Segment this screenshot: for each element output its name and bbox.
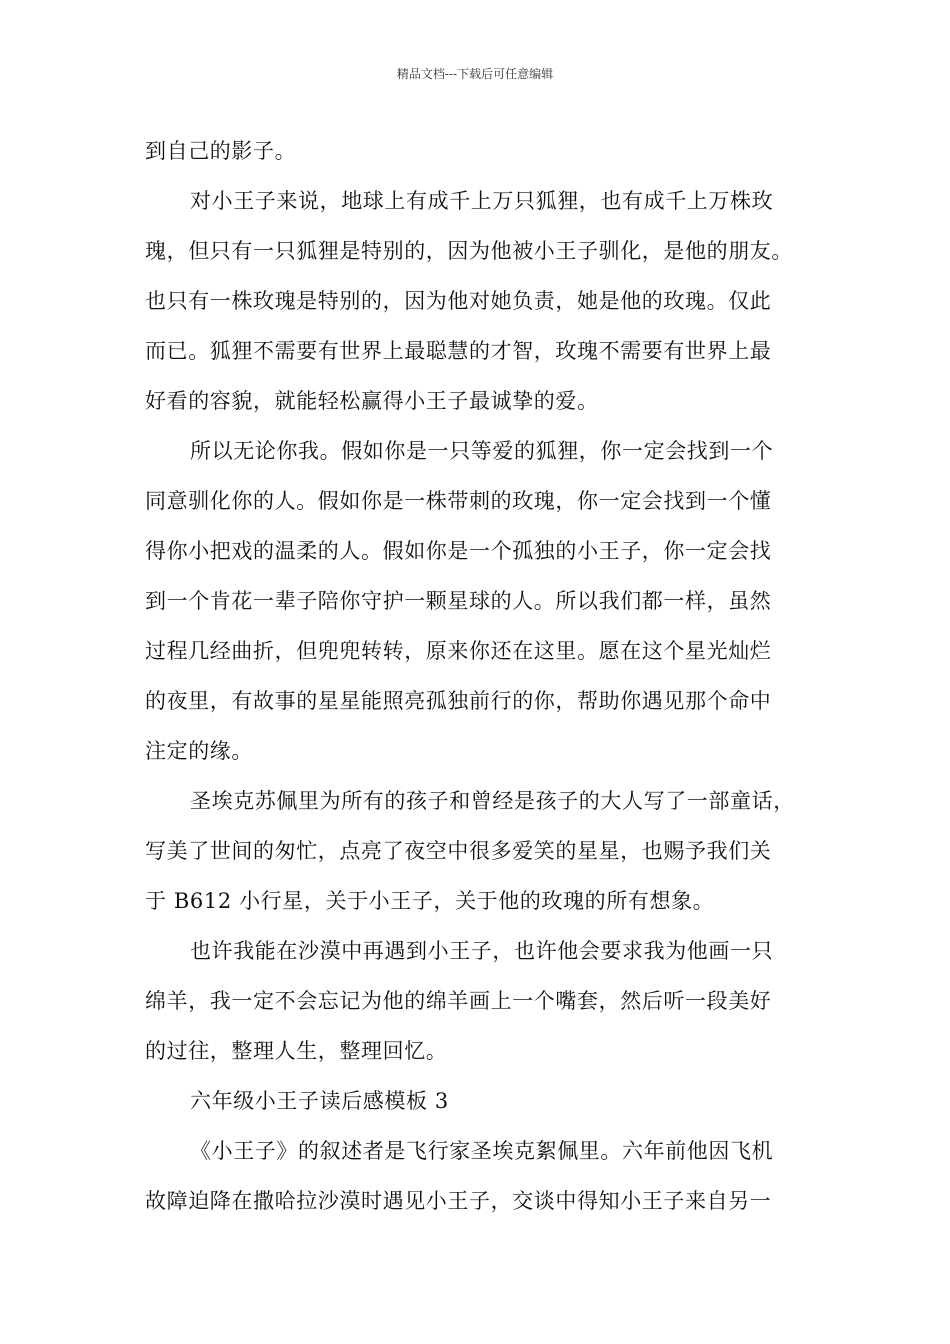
- text-line: 好看的容貌，就能轻松赢得小王子最诚挚的爱。: [145, 389, 599, 413]
- text-line: 的过往，整理人生，整理回忆。: [145, 1039, 448, 1063]
- text-line: 所以无论你我。假如你是一只等爱的狐狸，你一定会找到一个: [190, 439, 774, 463]
- text-line: 写美了世间的匆忙，点亮了夜空中很多爱笑的星星，也赐予我们关: [145, 839, 772, 863]
- text-line: 也只有一株玫瑰是特别的，因为他对她负责，她是他的玫瑰。仅此: [145, 289, 772, 313]
- text-line: 圣埃克苏佩里为所有的孩子和曾经是孩子的大人写了一部童话，: [190, 789, 795, 813]
- text-line: 过程几经曲折，但兜兜转转，原来你还在这里。愿在这个星光灿烂: [145, 639, 772, 663]
- text-line: 绵羊，我一定不会忘记为他的绵羊画上一个嘴套，然后听一段美好: [145, 989, 772, 1013]
- text-line: 到一个肯花一辈子陪你守护一颗星球的人。所以我们都一样，虽然: [145, 589, 772, 613]
- page-header: 精品文档---下载后可任意编辑: [396, 67, 554, 81]
- text-line: 于 B612 小行星，关于小王子，关于他的玫瑰的所有想象。: [145, 889, 715, 913]
- text-line: 故障迫降在撒哈拉沙漠时遇见小王子，交谈中得知小王子来自另一: [145, 1189, 772, 1213]
- text-line: 而已。狐狸不需要有世界上最聪慧的才智，玫瑰不需要有世界上最: [145, 339, 772, 363]
- section-heading: 六年级小王子读后感模板 3: [190, 1089, 449, 1113]
- text-line: 同意驯化你的人。假如你是一株带刺的玫瑰，你一定会找到一个懂: [145, 489, 772, 513]
- text-line: 也许我能在沙漠中再遇到小王子，也许他会要求我为他画一只: [190, 939, 774, 963]
- text-line: 的夜里，有故事的星星能照亮孤独前行的你，帮助你遇见那个命中: [145, 689, 772, 713]
- text-line: 瑰，但只有一只狐狸是特别的，因为他被小王子驯化，是他的朋友。: [145, 239, 793, 263]
- text-line: 注定的缘。: [145, 739, 253, 763]
- text-line: 《小王子》的叙述者是飞行家圣埃克絮佩里。六年前他因飞机: [190, 1139, 774, 1163]
- text-line: 得你小把戏的温柔的人。假如你是一个孤独的小王子，你一定会找: [145, 539, 772, 563]
- text-line: 对小王子来说，地球上有成千上万只狐狸，也有成千上万株玫: [190, 189, 774, 213]
- text-line: 到自己的影子。: [145, 139, 297, 163]
